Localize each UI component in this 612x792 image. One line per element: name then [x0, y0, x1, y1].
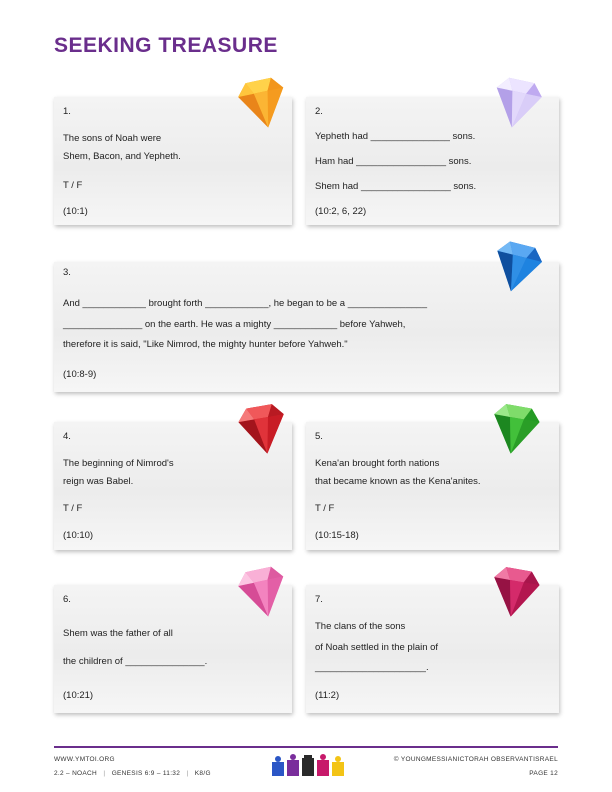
- question-text: Kena'an brought forth nations: [315, 458, 440, 469]
- question-number: 2.: [315, 106, 323, 117]
- footer-level: K8/G: [194, 770, 211, 777]
- fill-in-line[interactable]: And ____________ brought forth ____________, he began to be a _______________: [63, 298, 427, 309]
- question-number: 6.: [63, 594, 71, 605]
- question-number: 1.: [63, 106, 71, 117]
- fill-in-line[interactable]: the children of _______________.: [63, 656, 208, 667]
- question-text: Shem, Bacon, and Yepheth.: [63, 151, 181, 162]
- footer-lesson-info: [54, 770, 211, 777]
- scripture-reference: (10:21): [63, 690, 94, 701]
- footer-copyright: © YOUNGMESSIANICTORAH OBSERVANTISRAEL: [393, 756, 558, 763]
- question-text: that became known as the Kena'anites.: [315, 476, 481, 487]
- question-text: therefore it is said, "Like Nimrod, the mighty hunter before Yahweh.": [63, 339, 348, 350]
- footer-passage: GENESIS 6:9 – 11:32: [111, 770, 181, 777]
- question-number: 3.: [63, 267, 71, 278]
- fill-in-line[interactable]: Shem had _________________ sons.: [315, 181, 477, 192]
- question-number: 4.: [63, 431, 71, 442]
- question-number: 7.: [315, 594, 323, 605]
- true-false-choice[interactable]: T / F: [63, 180, 83, 191]
- true-false-choice[interactable]: T / F: [63, 503, 83, 514]
- footer-page-number: PAGE 12: [529, 770, 558, 777]
- question-text: of Noah settled in the plain of: [315, 642, 439, 653]
- footer-divider: [54, 746, 558, 748]
- red-gem-icon: [232, 398, 294, 460]
- question-text: The sons of Noah were: [63, 133, 162, 144]
- footer-website[interactable]: WWW.YMTOI.ORG: [54, 756, 115, 763]
- scripture-reference: (10:2, 6, 22): [315, 206, 367, 217]
- pink-gem-icon: [232, 561, 294, 623]
- magenta-gem-icon: [484, 561, 546, 623]
- true-false-choice[interactable]: T / F: [315, 503, 335, 514]
- question-number: 5.: [315, 431, 323, 442]
- scripture-reference: (11:2): [315, 690, 340, 701]
- scripture-reference: (10:15-18): [315, 530, 359, 541]
- question-text: The clans of the sons: [315, 621, 406, 632]
- green-gem-icon: [484, 398, 546, 460]
- page-title: SEEKING TREASURE: [54, 34, 278, 57]
- scripture-reference: (10:1): [63, 206, 88, 217]
- question-text: reign was Babel.: [63, 476, 134, 487]
- fill-in-line[interactable]: Ham had _________________ sons.: [315, 156, 472, 167]
- footer-separator: |: [99, 770, 110, 777]
- footer-logo-icon: [270, 754, 346, 780]
- scripture-reference: (10:10): [63, 530, 94, 541]
- fill-in-line[interactable]: _____________________.: [315, 662, 429, 673]
- scripture-reference: (10:8-9): [63, 369, 97, 380]
- question-text: The beginning of Nimrod's: [63, 458, 174, 469]
- lavender-gem-icon: [486, 72, 548, 134]
- question-card-3: [54, 262, 559, 392]
- footer-lesson: 2.2 – NOACH: [54, 770, 98, 777]
- orange-gem-icon: [232, 72, 294, 134]
- question-text: Shem was the father of all: [63, 628, 173, 639]
- fill-in-line[interactable]: Yepheth had _______________ sons.: [315, 131, 476, 142]
- fill-in-line[interactable]: _______________ on the earth. He was a mighty ____________ before Yahweh,: [63, 319, 406, 330]
- blue-gem-icon: [486, 236, 548, 298]
- footer-separator: |: [182, 770, 193, 777]
